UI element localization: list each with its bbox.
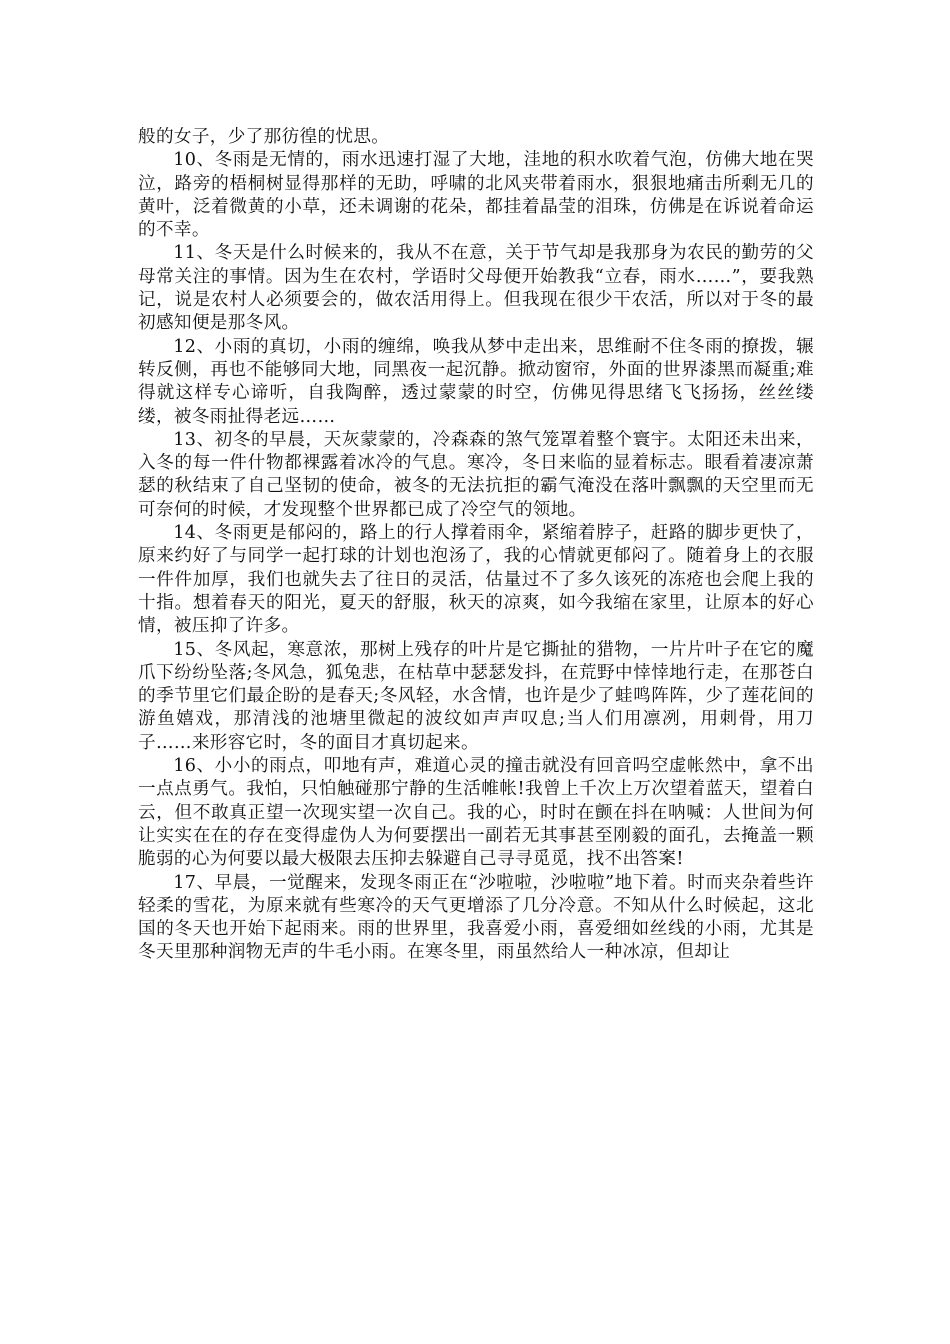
document-body [138, 126, 814, 965]
paragraph-12: 12、小雨的真切，小雨的缠绵，唤我从梦中走出来，思维耐不住冬雨的撩拨，辗转反侧，再也不能够同大地，同黑夜一起沉静。掀动窗帘，外面的世界漆黑而凝重;难得就这样专心谛听，自我陶醉，透过蒙蒙的时空，仿佛见得思绪飞飞扬扬，丝丝缕缕，被冬雨扯得老远…… [138, 336, 814, 427]
paragraph-continuation: 般的女子，少了那彷徨的忧思。 [138, 127, 390, 147]
paragraph-11: 11、冬天是什么时候来的，我从不在意，关于节气却是我那身为农民的勤劳的父母常关注的事情。因为生在农村，学语时父母便开始教我“立春，雨水……”，要我熟记，说是农村人必须要会的，做农活用得上。但我现在很少干农活，所以对于冬的最初感知便是那冬风。 [138, 243, 814, 334]
paragraph-17: 17、早晨，一觉醒来，发现冬雨正在“沙啦啦，沙啦啦”地下着。时而夹杂着些许轻柔的雪花，为原来就有些寒冷的天气更增添了几分冷意。不知从什么时候起，这北国的冬天也开始下起雨来。雨的世界里，我喜爱小雨，喜爱细如丝线的小雨，尤其是冬天里那种润物无声的牛毛小雨。在寒冬里，雨虽然给人一种冰凉，但却让 [138, 872, 814, 963]
paragraph-14: 14、冬雨更是郁闷的，路上的行人撑着雨伞，紧缩着脖子，赶路的脚步更快了，原来约好了与同学一起打球的计划也泡汤了，我的心情就更郁闷了。随着身上的衣服一件件加厚，我们也就失去了往日的灵活，估量过不了多久该死的冻疮也会爬上我的十指。想着春天的阳光，夏天的舒服，秋天的凉爽，如今我缩在家里，让原本的好心情，被压抑了许多。 [138, 523, 814, 637]
paragraph-16: 16、小小的雨点，叩地有声，难道心灵的撞击就没有回音吗空虚帐然中，拿不出一点点勇气。我怕，只怕触碰那宁静的生活帷帐!我曾上千次上万次望着蓝天，望着白云，但不敢真正望一次现实望一次自己。我的心，时时在颤在抖在呐喊：人世间为何让实实在在的存在变得虚伪人为何要摆出一副若无其事甚至刚毅的面孔，去掩盖一颗脆弱的心为何要以最大极限去压抑去躲避自己寻寻觅觅，找不出答案! [138, 756, 814, 870]
paragraph-13: 13、初冬的早晨，天灰蒙蒙的，冷森森的煞气笼罩着整个寰宇。太阳还未出来，入冬的每一件什物都裸露着冰冷的气息。寒冷，冬日来临的显着标志。眼看着凄凉萧瑟的秋结束了自己坚韧的使命，被冬的无法抗拒的霸气淹没在落叶飘飘的天空里而无可奈何的时候，才发现整个世界都已成了冷空气的领地。 [138, 429, 814, 520]
paragraph-10: 10、冬雨是无情的，雨水迅速打湿了大地，洼地的积水吹着气泡，仿佛大地在哭泣，路旁的梧桐树显得那样的无助，呼啸的北风夹带着雨水，狠狠地痛击所剩无几的黄叶，泛着微黄的小草，还未调谢的花朵，都挂着晶莹的泪珠，仿佛是在诉说着命运的不幸。 [138, 150, 814, 241]
paragraph-15: 15、冬风起，寒意浓，那树上残存的叶片是它撕扯的猎物，一片片叶子在它的魔爪下纷纷坠落;冬风急，狐兔悲，在枯草中瑟瑟发抖，在荒野中悻悻地行走，在那苍白的季节里它们最企盼的是春天;冬风轻，水含情，也许是少了蛙鸣阵阵，少了莲花间的游鱼嬉戏，那清浅的池塘里微起的波纹如声声叹息;当人们用凛冽，用刺骨，用刀子……来形容它时，冬的面目才真切起来。 [138, 639, 814, 753]
